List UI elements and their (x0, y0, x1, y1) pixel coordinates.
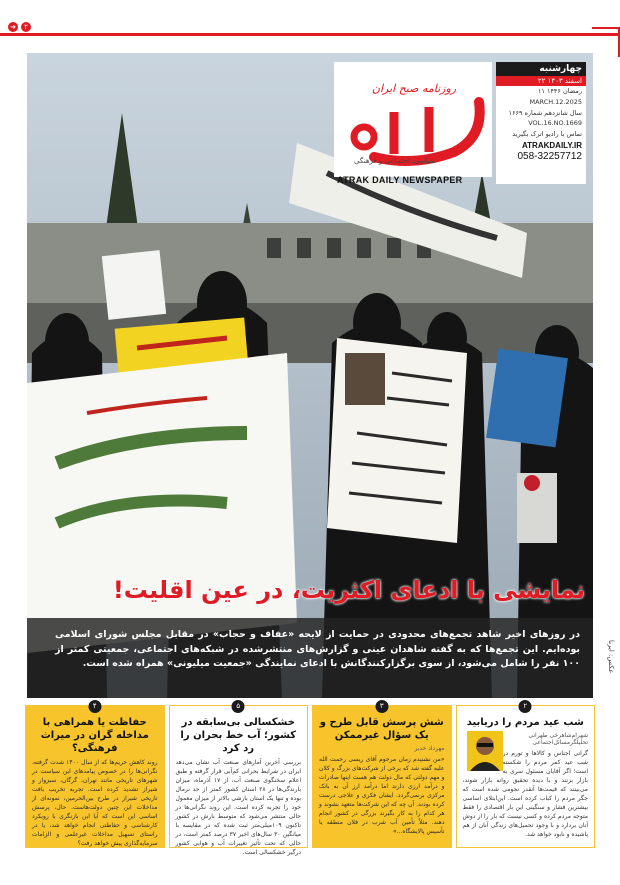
masthead-subtitle: سیاسی، اجتماعی و فرهنگی (354, 157, 436, 165)
english-name: ATRAK DAILY NEWSPAPER (337, 175, 463, 185)
page-ref-badge: ۳ (375, 700, 388, 713)
arrow-right-icon[interactable]: ➜ (8, 22, 18, 32)
page-number: ۲ (21, 22, 31, 32)
top-rule (0, 33, 620, 36)
teaser-columns (25, 702, 595, 856)
masthead (334, 62, 492, 177)
teaser-body: «من نشنیدم زمان مرحوم آقای ریسی رحمت الله علیه گفته شد که برخی از شرکت‌های بزرگ و کلان و مهم دولتی که مال دولت هم هست اینها صادرات و درآمد ارزی دارند اما درآمد ارز آن به بانک مرکزی برنمی‌گردد. ایشان فکری و علاجی درست کرده بودند. آن چه که این شرکت‌ها متعهد بشوند و هر کدام را به کار بگیرند بزرگی در کشور انجام دهند. مثلاً تأمین آب شرب در فلان منطقه یا تأسیس پالایشگاه...» (319, 756, 445, 835)
phone-number: 058-32257712 (517, 150, 582, 162)
teaser-body: گرانی اجناس و کالاها و تورم در شب عید کمر مردم را شکسته است؛ اگر آقایان مسئول سری به بازار بزنند و با دیده تحقیق روانه بازار شوند، می‌بینند که قیمت‌ها آنقدر نجومی شده است که جگر مردم را کباب کرده است. این‌ابتلای اساسی بیشترین فشار و سنگینی این بار اقتصادی را فقط متوجه مردم کرده و کسی نیست که بار را از دوش آنان بردارد و با وجود تحمیل‌های زندگی آنان از هم پاشیده و نابود خواهد شد. (462, 750, 588, 838)
main-headline[interactable]: نمایشی با ادعای اکثریت، در عین اقلیت! (112, 576, 585, 604)
corner-decoration (592, 27, 620, 57)
site-link[interactable]: ATRAKDAILY.IR (521, 140, 582, 150)
lead-paragraph: در روزهای اخیر شاهد تجمع‌های محدودی در حمایت از لایحه «عفاف و حجاب» در مقابل مجلس شورای اسلامی بوده‌ایم. این تجمع‌ها که به گفته شاهدان عینی و گزارش‌های منتشرشده در شبکه‌های اجتماعی، جمعیتی کمتر از ۱۰۰ نفر را شامل می‌شود، از سوی برگزارکنندگانش با ادعای نمایندگی «جمعیت میلیونی» همراه شده است. (55, 629, 580, 669)
top-bar (0, 0, 620, 54)
issue-date-en: MARCH.12.2025 (529, 97, 582, 106)
teaser-title[interactable]: شش پرسش قابل طرح و یک سؤال غیرممکن (319, 717, 444, 741)
page-nav[interactable] (8, 22, 31, 32)
issue-info (496, 62, 586, 184)
teaser-column[interactable] (456, 702, 596, 848)
svg-text:روزنامه صبح ایران: روزنامه صبح ایران (371, 82, 457, 95)
page-ref-badge: ۵ (232, 700, 245, 713)
teaser-body: روند کاهش حریم‌ها که از سال ۱۴۰۰ شدت گرفته، نگرانی‌ها را در خصوص پیامدهای این سیاست در شهرهای تاریخی مانند تهران، گرگان، سبزوار و شیراز تشدید کرده است. تجربه تخریب بافت تاریخی شیراز در طرح بین‌الحرمین، نمونه‌ای از مداخلات این چنین دولت‌هاست. حال، پرسش اساسی این است که آیا این بازنگری با رویکرد کارشناسی و حفاظتی انجام خواهد شد، یا در راستای تسهیل مداخلات غیرعلمی و الزامات سرمایه‌گذاری پیش خواهد رفت؟ (32, 759, 158, 847)
teaser-column[interactable] (169, 702, 309, 856)
teaser-body: بررسی آخرین آمارهای صنعت آب نشان می‌دهد ایران در شرایط بحرانی کم‌آبی قرار گرفته و طبق اعلام سخنگوی صنعت آب، از ۱۷ آذرماه، میزان بارندگی‌ها در ۲۸ استان کشور کمتر از حد نرمال بوده و تنها یک استان بارشی بالاتر از میزان معمول خود را تجربه کرده است. این روند نگرانی‌ها در حالی منتشر می‌شود که متوسط بارش در کشور تاکنون ۱۰۹میلی‌متر ثبت شده که در مقایسه با میانگین ۳۰ سال‌های اخیر ۳۷ درصد کمتر است، در حالی که تحت تأثیر تغییرات آب و هوایی کشور درگیر خشکسالی است. (175, 759, 302, 856)
page-ref-badge: ۲ (519, 700, 532, 713)
issue-volume-fa: سال شانزدهم شماره ۱۶۶۹ (508, 108, 582, 117)
author-avatar (467, 731, 503, 771)
issue-volume-en: VOL.16.NO.1669 (528, 119, 582, 128)
teaser-title[interactable]: خشکسالی بی‌سابقه در کشور؛ آب خط بحران را رد کرد (180, 717, 297, 754)
photo-credit: عکس: ایرنا (607, 640, 615, 674)
issue-date-hijri: ۱۱ رمضان ۱۴۴۶ (537, 87, 582, 95)
teaser-title[interactable]: شب عید مردم را دریابید (466, 717, 584, 728)
teaser-title[interactable]: حفاظت یا همراهی با مداخله گران در میراث فرهنگی؟ (40, 717, 149, 754)
teaser-column[interactable] (312, 702, 452, 848)
page-ref-badge: ۴ (88, 700, 101, 713)
teaser-author: مهرداد خدیر (414, 745, 445, 752)
teaser-column[interactable] (25, 702, 165, 848)
issue-day: چهارشنبه (496, 62, 586, 76)
contact-label: تماس با رادیو اترک بگیرید (512, 130, 582, 139)
issue-date-fa: ۲۲ اسفند ۱۴۰۳ (496, 76, 586, 86)
teaser-author: شهرام‌شاهرخی‌ طهرانی تحلیلگر‌مسائل‌اجتماعی (528, 732, 588, 746)
